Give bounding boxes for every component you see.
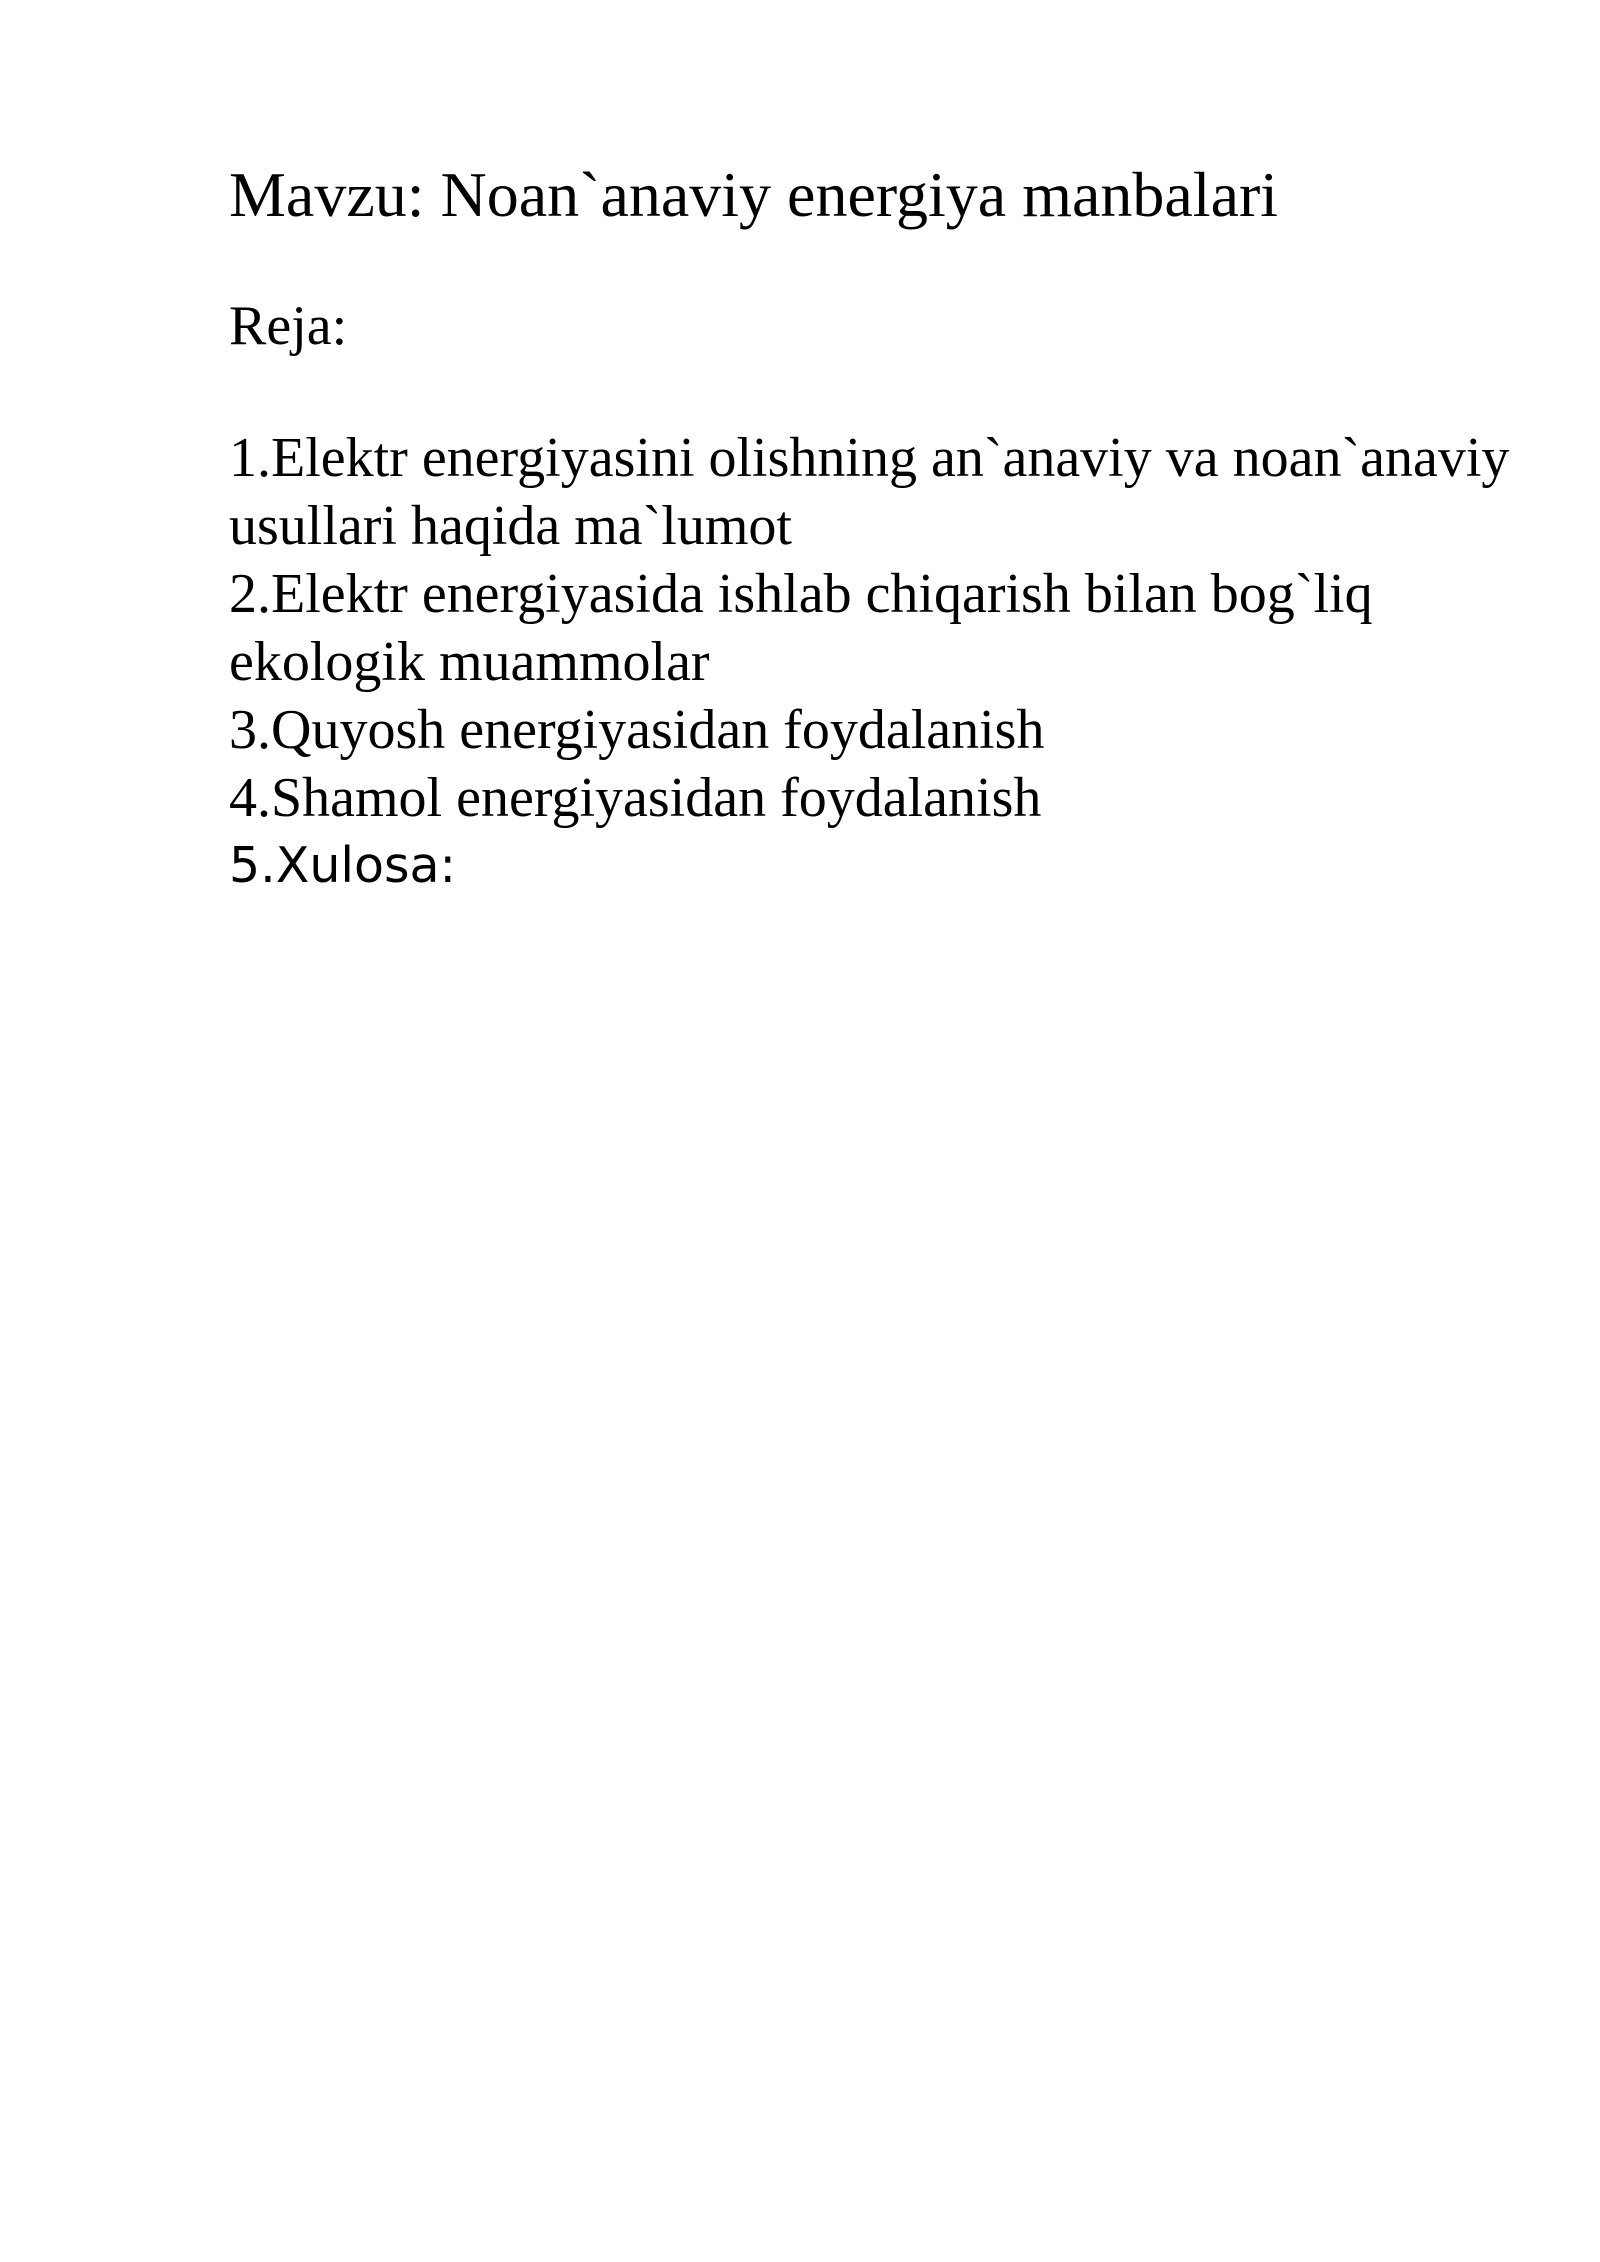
plan-heading: Reja: (229, 295, 348, 357)
document-body (229, 150, 1529, 900)
plan-item-3: 3.Quyosh energiyasidan foydalanish (229, 699, 1045, 761)
plan-list (229, 424, 1529, 900)
plan-item-1: 1.Elektr energiyasini olishning an`anaviy va noan`anaviy usullari haqida ma`lumot (229, 427, 1510, 557)
plan-item-4: 4.Shamol energiyasidan foydalanish (229, 767, 1042, 829)
plan-item-2: 2.Elektr energiyasida ishlab chiqarish bilan bog`liq ekologik muammolar (229, 563, 1373, 693)
document-title: Mavzu: Noan`anaviy energiya manbalari (229, 159, 1279, 230)
plan-item-5: 5.Xulosa: (229, 837, 457, 894)
